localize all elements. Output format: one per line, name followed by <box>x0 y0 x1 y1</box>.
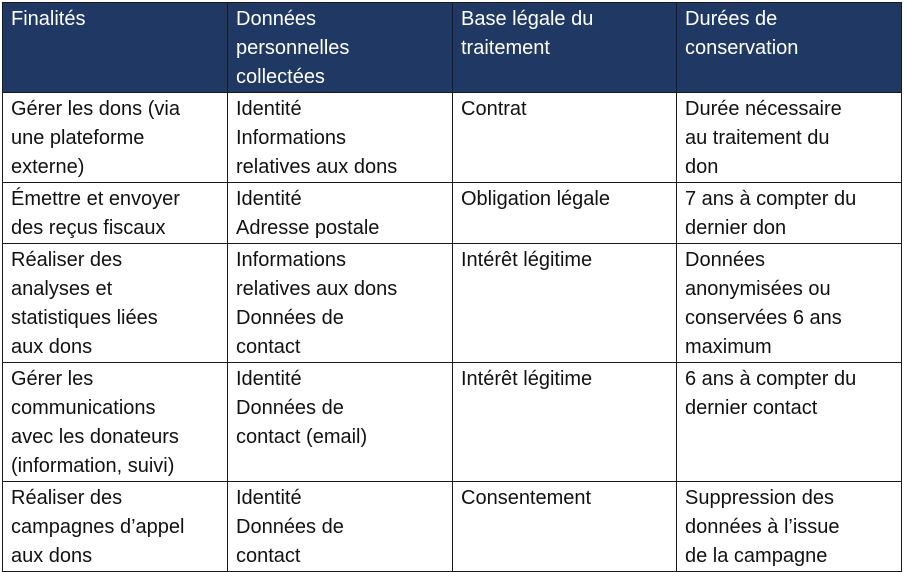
cell-text-line: campagnes d’appel <box>11 516 185 538</box>
cell-text-line: statistiques liées <box>11 307 158 329</box>
cell-duree <box>677 363 902 482</box>
cell-base-legale <box>453 183 677 244</box>
header-text-line: Données <box>236 8 317 30</box>
cell-finalite <box>3 183 228 244</box>
cell-text-line: contact <box>236 545 301 567</box>
cell-text-line: Adresse postale <box>236 217 380 239</box>
cell-text-line: Identité <box>236 487 302 509</box>
cell-duree <box>677 183 902 244</box>
cell-text-line: 7 ans à compter du <box>685 188 857 210</box>
table-row <box>3 482 902 572</box>
cell-donnees <box>228 183 453 244</box>
cell-text-line: Informations <box>236 127 347 149</box>
cell-text-line: une plateforme <box>11 127 145 149</box>
cell-donnees <box>228 93 453 183</box>
header-text-line: Durées de <box>685 8 778 30</box>
cell-text-line: 6 ans à compter du <box>685 368 857 390</box>
header-text-line: Base légale du <box>461 8 594 30</box>
header-base-legale <box>453 3 677 93</box>
cell-text-line: Identité <box>236 98 302 120</box>
cell-text-line: aux dons <box>11 336 93 358</box>
cell-text-line: contact <box>236 336 301 358</box>
cell-text-line: analyses et <box>11 278 113 300</box>
cell-text-line: Intérêt légitime <box>461 249 593 271</box>
cell-text-line: Identité <box>236 188 302 210</box>
cell-text-line: communications <box>11 397 156 419</box>
cell-donnees <box>228 244 453 363</box>
cell-text-line: anonymisées ou <box>685 278 831 300</box>
cell-base-legale <box>453 363 677 482</box>
cell-text-line: dernier contact <box>685 397 818 419</box>
table-row <box>3 183 902 244</box>
cell-text-line: Réaliser des <box>11 487 123 509</box>
cell-text-line: contact (email) <box>236 426 368 448</box>
header-donnees-collectees <box>228 3 453 93</box>
header-durees-conservation <box>677 3 902 93</box>
cell-donnees <box>228 363 453 482</box>
cell-text-line: Intérêt légitime <box>461 368 593 390</box>
cell-finalite <box>3 482 228 572</box>
cell-text-line: Gérer les dons (via <box>11 98 180 120</box>
cell-text-line: Suppression des <box>685 487 834 509</box>
cell-text-line: Émettre et envoyer <box>11 188 180 210</box>
header-text-line: traitement <box>461 37 550 59</box>
cell-text-line: relatives aux dons <box>236 156 398 178</box>
cell-text-line: Consentement <box>461 487 592 509</box>
cell-text-line: Réaliser des <box>11 249 123 271</box>
cell-duree <box>677 482 902 572</box>
cell-text-line: Identité <box>236 368 302 390</box>
cell-base-legale <box>453 482 677 572</box>
cell-text-line: Données de <box>236 307 344 329</box>
cell-base-legale <box>453 93 677 183</box>
cell-text-line: maximum <box>685 336 772 358</box>
cell-text-line: dernier don <box>685 217 787 239</box>
header-text-line: personnelles <box>236 37 350 59</box>
table-row <box>3 363 902 482</box>
cell-text-line: don <box>685 156 719 178</box>
cell-text-line: (information, suivi) <box>11 455 175 477</box>
cell-finalite <box>3 363 228 482</box>
cell-duree <box>677 93 902 183</box>
cell-text-line: des reçus fiscaux <box>11 217 166 239</box>
cell-duree <box>677 244 902 363</box>
cell-text-line: Données <box>685 249 766 271</box>
cell-text-line: au traitement du <box>685 127 830 149</box>
data-processing-table <box>2 2 902 572</box>
cell-text-line: conservées 6 ans <box>685 307 842 329</box>
header-text-line: Finalités <box>11 8 86 30</box>
header-text-line: collectées <box>236 66 325 88</box>
header-text-line: conservation <box>685 37 799 59</box>
table-header-row <box>3 3 902 93</box>
cell-text-line: relatives aux dons <box>236 278 398 300</box>
cell-text-line: de la campagne <box>685 545 828 567</box>
cell-text-line: avec les donateurs <box>11 426 179 448</box>
cell-finalite <box>3 93 228 183</box>
cell-text-line: Données de <box>236 516 344 538</box>
cell-text-line: aux dons <box>11 545 93 567</box>
table-row <box>3 93 902 183</box>
cell-text-line: Durée nécessaire <box>685 98 842 120</box>
header-finalites <box>3 3 228 93</box>
cell-text-line: Obligation légale <box>461 188 610 210</box>
cell-finalite <box>3 244 228 363</box>
cell-donnees <box>228 482 453 572</box>
cell-text-line: externe) <box>11 156 85 178</box>
table-row <box>3 244 902 363</box>
cell-base-legale <box>453 244 677 363</box>
cell-text-line: Données de <box>236 397 344 419</box>
cell-text-line: données à l’issue <box>685 516 840 538</box>
cell-text-line: Gérer les <box>11 368 94 390</box>
cell-text-line: Contrat <box>461 98 527 120</box>
cell-text-line: Informations <box>236 249 347 271</box>
